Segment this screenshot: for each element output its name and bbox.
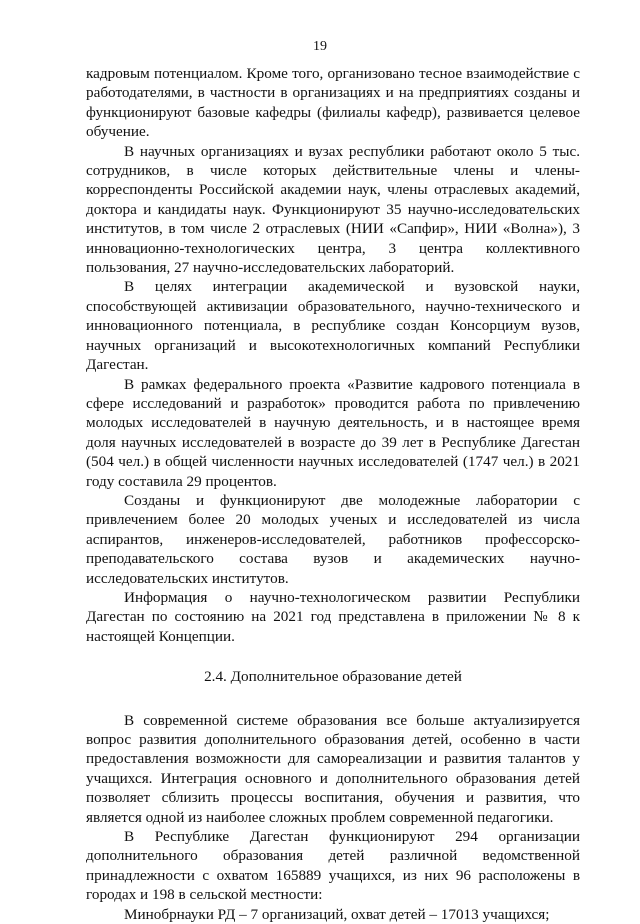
paragraph-youth-laboratories: Созданы и функционируют две молодежные лаборатории с привлечением более 20 молодых ученых и исследователей из числа аспирантов, инженеров-исследователей, работников профессорско-преподавательского состава вузов и академических научно-исследовательских институтов. <box>86 491 580 587</box>
paragraph-additional-education: В современной системе образования все больше актуализируется вопрос развития дополнительного образования детей, особенно в части предоставления возможности для самореализации и развития талантов у учащихся. Интеграция основного и дополнительного образования детей позволяет сблизить процессы воспитания, обучения и развития, что является одной из наиболее сложных проблем современной педагогики. <box>86 711 580 826</box>
paragraph-consortium: В целях интеграции академической и вузовской науки, способствующей активизации образовательного, научно-технического и инновационного потенциала, в республике создан Консорциум вузов, научных организаций и высокотехнологичных компаний Республики Дагестан. <box>86 278 580 374</box>
paragraph-appendix-reference: Информация о научно-технологическом развитии Республики Дагестан по состоянию на 2021 год представлена в приложении № 8 к настоящей Концепции. <box>86 588 580 645</box>
page-content <box>86 64 580 924</box>
paragraph-young-researchers: В рамках федерального проекта «Развитие кадрового потенциала в сфере исследований и разработок» проводится работа по привлечению молодых исследователей в научную деятельность, и в настоящее время доля научных исследователей в возрасте до 39 лет в Республике Дагестан (504 чел.) в общей численности научных исследователей (1747 чел.) в 2021 году составила 29 процентов. <box>86 375 580 490</box>
paragraph-research-organizations: В научных организациях и вузах республики работают около 5 тыс. сотрудников, в числе которых действительные члены и члены-корреспонденты Российской академии наук, члены отраслевых академий, доктора и кандидаты наук. Функционируют 35 научно-исследовательских институтов, в том числе 2 отраслевых (НИИ «Сапфир», НИИ «Волна»), 3 инновационно-технологических центра, 3 центра коллективного пользования, 27 научно-исследовательских лабораторий. <box>86 142 580 277</box>
list-item-ministry: Минобрнауки РД – 7 организаций, охват детей – 17013 учащихся; <box>124 905 550 923</box>
page-number: 19 <box>313 39 327 54</box>
paragraph-staff-potential: кадровым потенциалом. Кроме того, организовано тесное взаимодействие с работодателями, в частности в организациях и на предприятиях созданы и функционируют базовые кафедры (филиалы кафедр), развивается целевое обучение. <box>86 65 580 141</box>
section-heading: 2.4. Дополнительное образование детей <box>204 668 462 686</box>
paragraph-organizations-count: В Республике Дагестан функционируют 294 организации дополнительного образования детей различной ведомственной принадлежности с охватом 165889 учащихся, из них 96 расположены в городах и 198 в сельской местности: <box>86 828 580 904</box>
